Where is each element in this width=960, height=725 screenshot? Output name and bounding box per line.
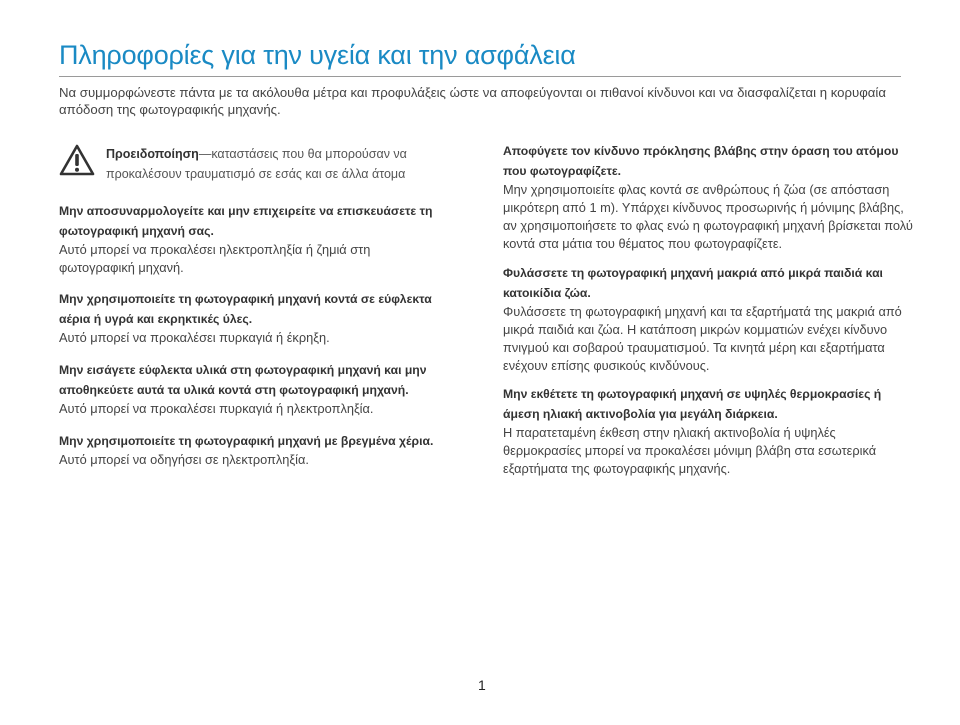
warning-triangle-icon (59, 144, 95, 176)
safety-item-heading: Μην εκθέτετε τη φωτογραφική μηχανή σε υψηλές θερμοκρασίες ή άμεση ηλιακή ακτινοβολία για μεγάλη διάρκεια. (503, 387, 882, 421)
warning-text (106, 144, 446, 184)
safety-item-body: Μην χρησιμοποιείτε φλας κοντά σε ανθρώπους ή ζώα (σε απόσταση μικρότερη από 1 m). Υπάρχει κίνδυνος προσωρινής ή μόνιμης βλάβης, αν χρησιμοποιήσετε το φλας ενώ η φωτογραφική μηχανή βρίσκεται πολύ κοντά στα μάτια του θέματος που φωτογραφίζετε. (503, 182, 913, 251)
safety-item (59, 289, 449, 347)
safety-item-body: Η παρατεταμένη έκθεση στην ηλιακή ακτινοβολία ή υψηλές θερμοκρασίες μπορεί να προκαλέσει μόνιμη βλάβη στα εσωτερικά εξαρτήματα της φωτογραφικής μηχανής. (503, 425, 877, 476)
page-title: Πληροφορίες για την υγεία και την ασφάλεια (59, 40, 576, 70)
safety-item-heading: Μην εισάγετε εύφλεκτα υλικά στη φωτογραφική μηχανή και μην αποθηκεύετε αυτά τα υλικά κοντά στη φωτογραφική μηχανή. (59, 363, 427, 397)
safety-item-body: Αυτό μπορεί να προκαλέσει πυρκαγιά ή ηλεκτροπληξία. (59, 401, 374, 416)
safety-item (503, 384, 903, 478)
safety-item (503, 263, 903, 375)
warning-label: Προειδοποίηση (106, 147, 199, 161)
intro-paragraph: Να συμμορφώνεστε πάντα με τα ακόλουθα μέτρα και προφυλάξεις ώστε να αποφεύγονται οι πιθανοί κίνδυνοι και να διασφαλίζεται η κορυφαία απόδοση της φωτογραφικής μηχανής. (59, 85, 886, 117)
safety-item-heading: Μην χρησιμοποιείτε τη φωτογραφική μηχανή με βρεγμένα χέρια. (59, 434, 434, 448)
safety-item (59, 360, 449, 418)
warning-description: —καταστάσεις που θα μπορούσαν να προκαλέσουν τραυματισμό σε εσάς και σε άλλα άτομα (106, 147, 407, 181)
safety-item-heading: Φυλάσσετε τη φωτογραφική μηχανή μακριά από μικρά παιδιά και κατοικίδια ζώα. (503, 266, 883, 300)
safety-item-heading: Αποφύγετε τον κίνδυνο πρόκλησης βλάβης στην όραση του ατόμου που φωτογραφίζετε. (503, 144, 899, 178)
title-divider (59, 76, 901, 77)
warning-callout (59, 144, 459, 194)
safety-item-heading: Μην χρησιμοποιείτε τη φωτογραφική μηχανή κοντά σε εύφλεκτα αέρια ή υγρά και εκρηκτικές ύλες. (59, 292, 432, 326)
safety-item-body: Φυλάσσετε τη φωτογραφική μηχανή και τα εξαρτήματά της μακριά από μικρά παιδιά και ζώα. Η κατάποση μικρών κομματιών ενέχει κίνδυνο πνιγμού και σοβαρού τραυματισμού. Τα κινητά μέρη και εξαρτήματα ενέχουν επίσης φυσικούς κινδύνους. (503, 304, 902, 373)
safety-item (503, 141, 913, 253)
safety-item-body: Αυτό μπορεί να οδηγήσει σε ηλεκτροπληξία. (59, 452, 309, 467)
safety-item (59, 201, 449, 277)
safety-item (59, 431, 459, 469)
safety-item-body: Αυτό μπορεί να προκαλέσει πυρκαγιά ή έκρηξη. (59, 330, 330, 345)
safety-item-heading: Μην αποσυναρμολογείτε και μην επιχειρείτε να επισκευάσετε τη φωτογραφική μηχανή σας. (59, 204, 433, 238)
page-number: 1 (478, 677, 486, 693)
safety-item-body: Αυτό μπορεί να προκαλέσει ηλεκτροπληξία ή ζημιά στη φωτογραφική μηχανή. (59, 242, 371, 275)
